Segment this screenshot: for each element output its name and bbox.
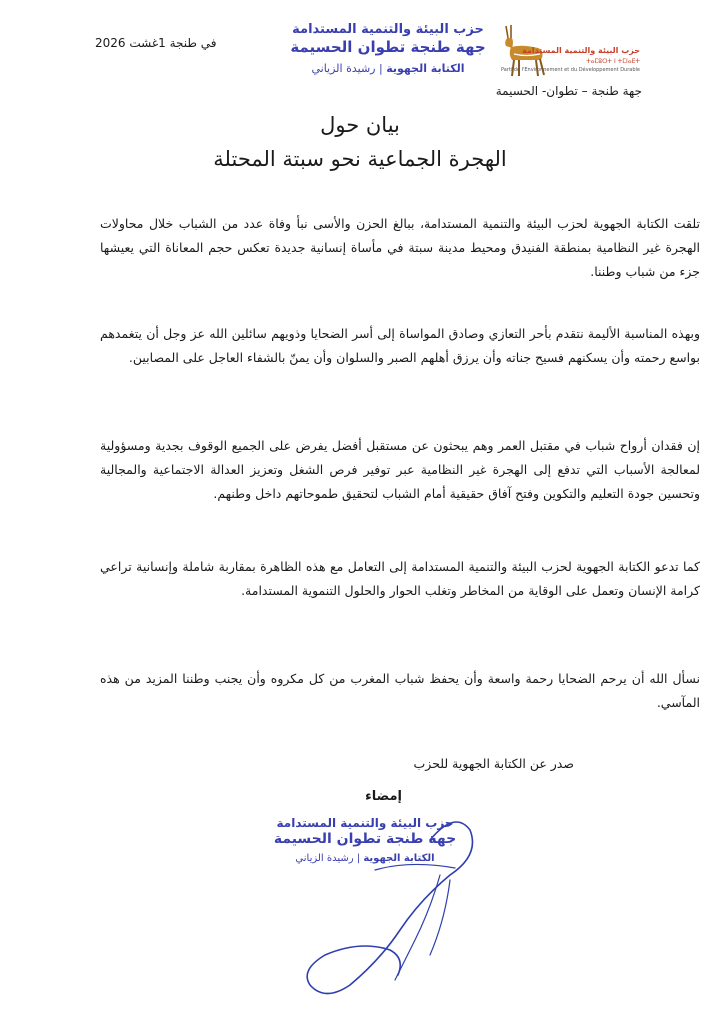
stamp-name: رشيدة الزياني	[311, 62, 376, 75]
stamp-name: رشيدة الزياني	[295, 853, 354, 864]
region-label: جهة طنجة – تطوان- الحسيمة	[495, 84, 642, 98]
logo-tifinagh-text: ⵜⴰⵎⵓⵔⵜ ⵏ ⵜⵎⵏⴰⴹⵜ	[586, 58, 640, 65]
paragraph-4: كما تدعو الكتابة الجهوية لحزب البيئة والتنمية المستدامة إلى التعامل مع هذه الظاهرة بمقاربة شاملة وإنسانية تراعي كرامة الإنسان وتعمل على الوقاية من المخاطر وتغلب الحوار والحلول التنموية المستدامة.	[100, 559, 700, 598]
stamp-party: حزب البيئة والتنمية المستدامة	[276, 816, 454, 830]
paragraph-3: إن فقدان أرواح شباب في مقتبل العمر وهم يبحثون عن مستقبل أفضل يفرض على الجميع الوقوف بجدية ومسؤولية لمعالجة الأسباب التي تدفع إلى الهجرة غير النظامية عبر توفير فرص الشغل وتعزيز العدالة الاجتماعية والمجالية وتحسين جودة التعليم والتكوين وفتح آفاق حقيقية أمام الشباب لتحقيق طموحاتهم داخل وطنهم.	[100, 438, 700, 501]
signature-label: إمضاء	[365, 789, 402, 804]
document-date: في طنجة 1غشت 2026	[95, 36, 217, 50]
stamp-secretariat: الكتابة الجهوية	[386, 62, 465, 75]
paragraph-2: وبهذه المناسبة الأليمة نتقدم بأحر التعازي وصادق المواساة إلى أسر الضحايا وذويهم سائلين الله عز وجل أن يتغمدهم بواسع رحمته وأن يسكنهم فسيح جناته وأن يرزق أهلهم الصبر والسلوان وأن يمنّ بالشفاء العاجل على المصابين.	[100, 326, 700, 365]
stamp-party: حزب البيئة والتنمية المستدامة	[292, 22, 484, 37]
statement-title: بيان حول	[320, 113, 400, 137]
stamp-signatory	[288, 62, 488, 75]
logo-french-text: Parti de l'Environnement et du Développement Durable	[500, 67, 640, 73]
header-stamp	[288, 22, 488, 75]
stamp-separator: |	[375, 62, 383, 75]
paragraph-5: نسأل الله أن يرحم الضحايا رحمة واسعة وأن يحفظ شباب المغرب من كل مكروه وأن يجنب وطننا المزيد من هذه المآسي.	[100, 671, 700, 710]
logo-arabic-text: حزب البيئة والتنمية المستدامة	[522, 46, 640, 55]
party-logo	[492, 20, 652, 80]
issued-by: صدر عن الكتابة الجهوية للحزب	[413, 756, 574, 771]
stamp-secretariat: الكتابة الجهوية	[363, 853, 435, 864]
stamp-region: جهة طنجة تطوان الحسيمة	[290, 38, 486, 56]
stamp-region: جهة طنجة تطوان الحسيمة	[273, 831, 457, 847]
statement-subject: الهجرة الجماعية نحو سبتة المحتلة	[213, 147, 507, 171]
handwritten-signature-icon	[280, 780, 500, 1010]
paragraph-1: تلقت الكتابة الجهوية لحزب البيئة والتنمية المستدامة، ببالغ الحزن والأسى نبأ وفاة عدد من الشباب خلال محاولات الهجرة غير النظامية بمنطقة الفنيدق ومحيط مدينة سبتة في مأساة إنسانية جديدة تعكس حجم المعاناة التي يعيشها جزء من شباب وطننا.	[100, 216, 700, 279]
stamp-separator: |	[353, 853, 361, 864]
